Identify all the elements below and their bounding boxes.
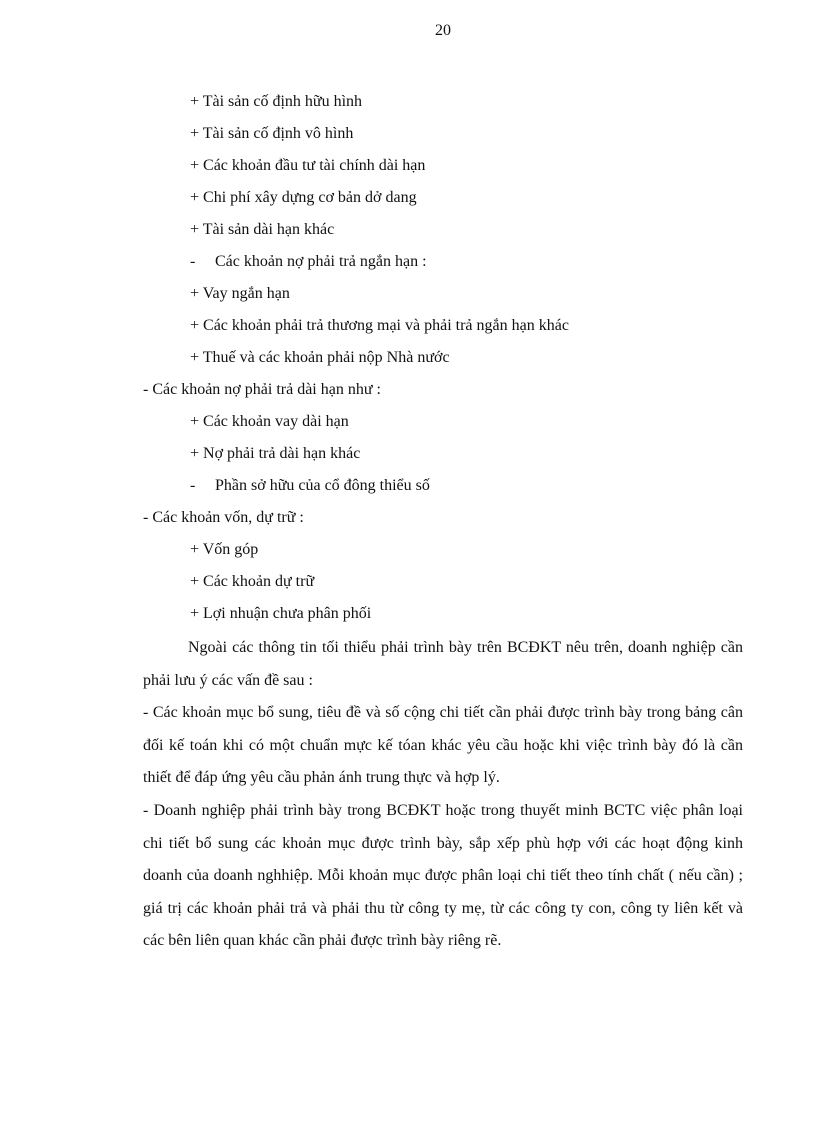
page-number: 20: [435, 22, 451, 39]
list-item: + Các khoản đầu tư tài chính dài hạn: [190, 157, 426, 174]
list-item: - Các khoản vốn, dự trữ :: [143, 509, 304, 526]
list-item: + Lợi nhuận chưa phân phối: [190, 605, 372, 622]
list-item: + Vay ngắn hạn: [190, 285, 290, 302]
list-item: + Tài sản dài hạn khác: [190, 221, 335, 238]
paragraph-text: - Các khoản mục bổ sung, tiêu đề và số cộng chi tiết cần phải được trình bày trong bảng cân đối kế toán khi có một chuẩn mực kế tóan khác yêu cầu hoặc khi việc trình bày đó là cần thiết để đáp ứng yêu cầu phản ánh trung thực và hợp lý.: [143, 704, 743, 786]
list-item: + Tài sản cố định hữu hình: [190, 93, 363, 110]
body-paragraph: [143, 697, 743, 795]
list-item: + Nợ phải trả dài hạn khác: [190, 445, 361, 462]
body-paragraph: [143, 632, 743, 697]
body-paragraph: [143, 795, 743, 958]
list-item: [190, 476, 430, 496]
list-item: - Các khoản nợ phải trả dài hạn như :: [143, 381, 381, 398]
list-item: + Chi phí xây dựng cơ bản dở dang: [190, 189, 417, 206]
paragraph-text: Ngoài các thông tin tối thiểu phải trình bày trên BCĐKT nêu trên, doanh nghiệp cần phải lưu ý các vấn đề sau :: [143, 639, 743, 689]
dash-bullet: -: [190, 253, 196, 270]
list-item: + Tài sản cố định vô hình: [190, 125, 354, 142]
list-item: + Các khoản dự trữ: [190, 573, 315, 590]
list-item: + Các khoản phải trả thương mại và phải trả ngắn hạn khác: [190, 317, 569, 334]
paragraph-text: - Doanh nghiệp phải trình bày trong BCĐKT hoặc trong thuyết minh BCTC việc phân loại chi tiết bổ sung các khoản mục được trình bày, sắp xếp phù hợp với các hoạt động kinh doanh của doanh nghhiệp. Mỗi khoản mục được phân loại chi tiết theo tính chất ( nếu cần) ; giá trị các khoản phải trả và phải thu từ công ty mẹ, từ các công ty con, công ty liên kết và các bên liên quan khác cần phải được trình bày riêng rẽ.: [143, 802, 743, 949]
list-item: + Thuế và các khoản phải nộp Nhà nước: [190, 349, 450, 366]
list-item: + Các khoản vay dài hạn: [190, 413, 349, 430]
list-item-text: Phần sở hữu của cổ đông thiểu số: [215, 477, 430, 494]
list-item-text: Các khoản nợ phải trả ngắn hạn :: [215, 253, 427, 270]
dash-bullet: -: [190, 477, 196, 494]
list-item: [190, 252, 427, 272]
list-item: + Vốn góp: [190, 541, 259, 558]
